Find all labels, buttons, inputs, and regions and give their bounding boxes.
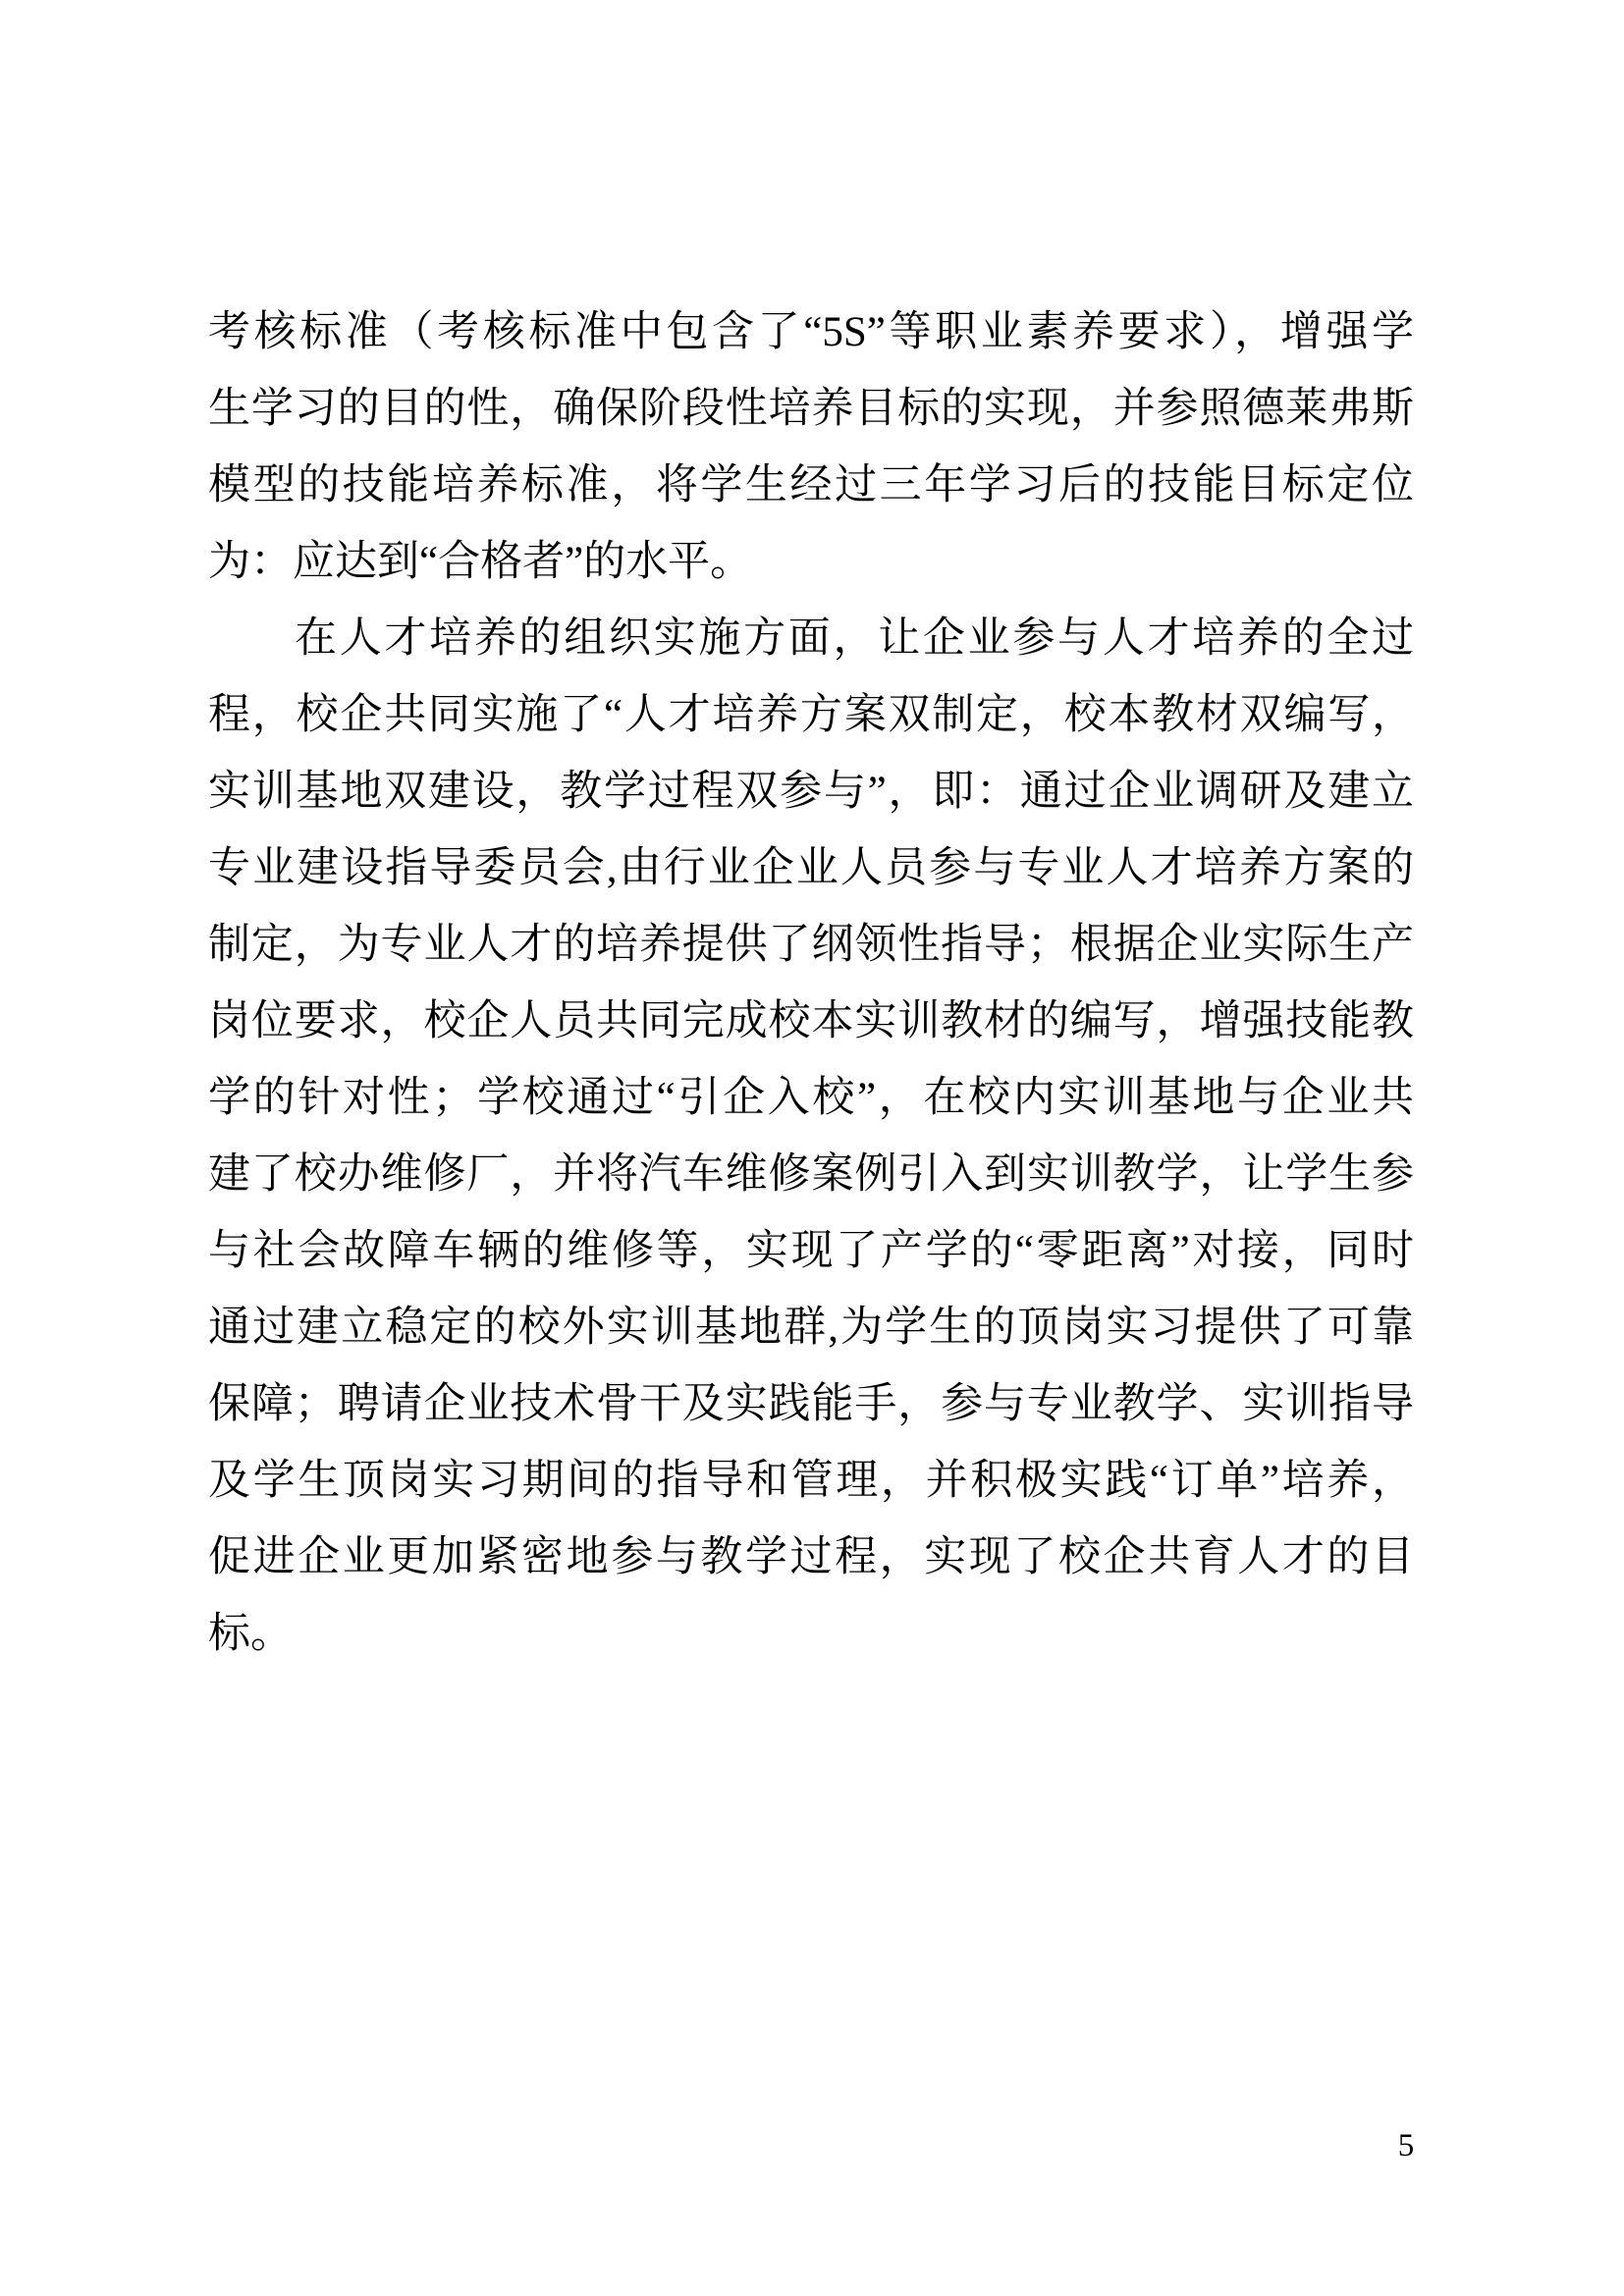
text-line: 制定，为专业人才的培养提供了纲领性指导；根据企业实际生产	[208, 922, 1414, 968]
text-line: 与社会故障车辆的维修等，实现了产学的“零距离”对接，同时	[208, 1228, 1414, 1274]
text-line: 专业建设指导委员会,由行业企业人员参与专业人才培养方案的	[208, 845, 1414, 891]
text-line: 建了校办维修厂，并将汽车维修案例引入到实训教学，让学生参	[208, 1151, 1414, 1198]
text-line: 生学习的目的性，确保阶段性培养目标的实现，并参照德莱弗斯	[208, 386, 1414, 432]
text-line: 及学生顶岗实习期间的指导和管理，并积极实践“订单”培养，	[208, 1458, 1414, 1504]
page-number: 5	[1397, 2128, 1415, 2163]
text-line: 保障；聘请企业技术骨干及实践能手，参与专业教学、实训指导	[208, 1381, 1414, 1427]
text-line: 实训基地双建设，教学过程双参与”，即：通过企业调研及建立	[208, 769, 1414, 815]
text-line: 在人才培养的组织实施方面，让企业参与人才培养的全过	[295, 615, 1414, 662]
text-line: 岗位要求，校企人员共同完成校本实训教材的编写，增强技能教	[208, 998, 1414, 1044]
text-line: 学的针对性；学校通过“引企入校”，在校内实训基地与企业共	[208, 1075, 1414, 1121]
text-line: 促进企业更加紧密地参与教学过程，实现了校企共育人才的目	[208, 1534, 1414, 1580]
text-line: 标。	[208, 1611, 293, 1657]
text-block	[208, 294, 1414, 1673]
text-line: 程，校企共同实施了“人才培养方案双制定，校本教材双编写，	[208, 692, 1414, 738]
text-line: 通过建立稳定的校外实训基地群,为学生的顶岗实习提供了可靠	[208, 1305, 1414, 1351]
text-line: 考核标准（考核标准中包含了“5S”等职业素养要求），增强学	[208, 309, 1414, 355]
text-line: 模型的技能培养标准，将学生经过三年学习后的技能目标定位	[208, 462, 1414, 508]
text-line: 为：应达到“合格者”的水平。	[208, 539, 753, 585]
